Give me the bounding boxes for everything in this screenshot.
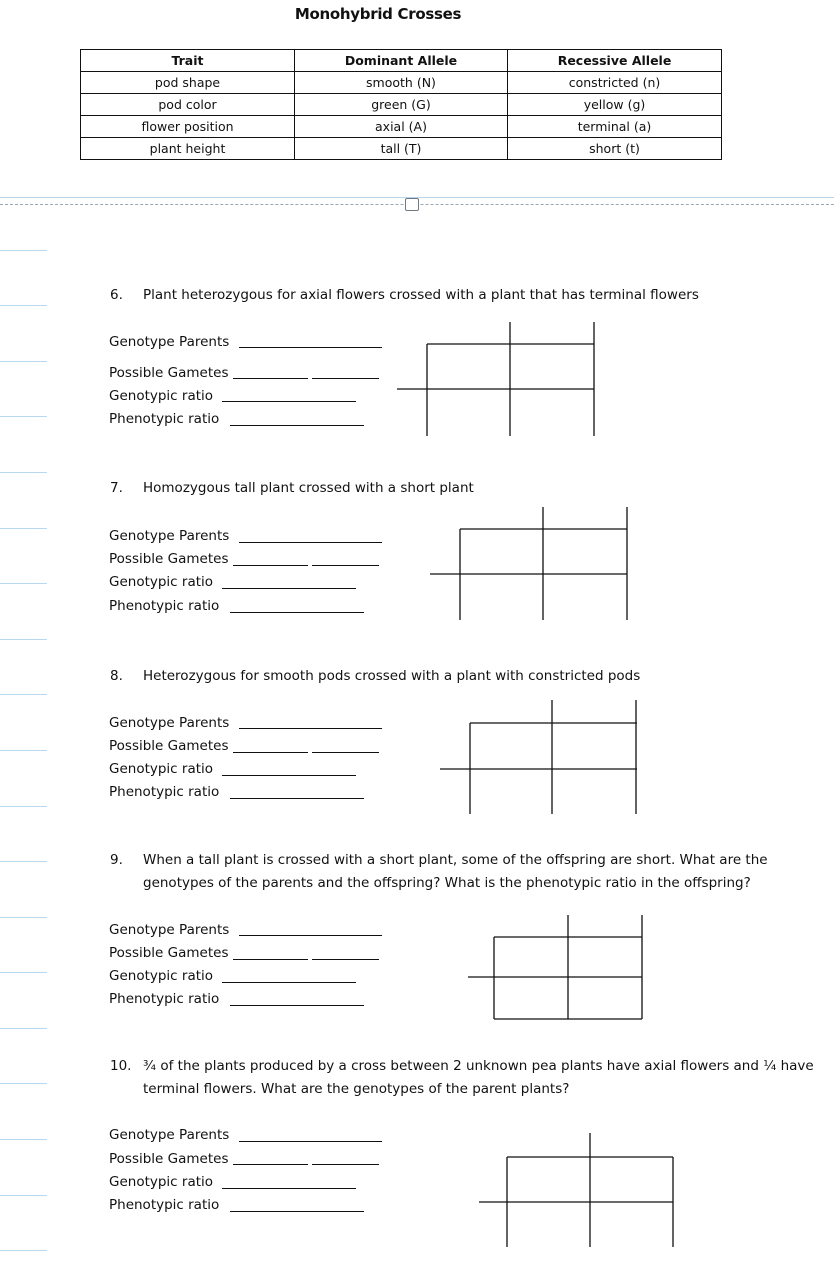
margin-line bbox=[0, 1250, 47, 1251]
genotype-parents-blank[interactable] bbox=[239, 542, 382, 543]
table-cell: constricted (n) bbox=[508, 72, 722, 94]
gamete-blank-1[interactable] bbox=[233, 1164, 308, 1165]
genotypic-ratio-label: Genotypic ratio bbox=[109, 761, 214, 777]
question-text: ¾ of the plants produced by a cross between 2 unknown pea plants have axial flowers and ¼ have bbox=[143, 1058, 814, 1074]
table-cell: tall (T) bbox=[295, 138, 508, 160]
margin-line bbox=[0, 1139, 47, 1140]
table-cell: flower position bbox=[81, 116, 295, 138]
punnett-square bbox=[438, 697, 643, 817]
genotype-parents-label: Genotype Parents bbox=[109, 715, 230, 731]
gamete-blank-2[interactable] bbox=[312, 1164, 379, 1165]
margin-line bbox=[0, 972, 47, 973]
question-8 bbox=[110, 665, 640, 688]
genotypic-ratio-label: Genotypic ratio bbox=[109, 574, 214, 590]
margin-line bbox=[0, 305, 47, 306]
table-cell: green (G) bbox=[295, 94, 508, 116]
table-cell: terminal (a) bbox=[508, 116, 722, 138]
genotype-parents-blank[interactable] bbox=[239, 728, 382, 729]
table-header: Recessive Allele bbox=[508, 50, 722, 72]
phenotypic-ratio-blank[interactable] bbox=[230, 1211, 364, 1212]
phenotypic-ratio-blank[interactable] bbox=[230, 1005, 364, 1006]
traits-table bbox=[80, 49, 722, 160]
phenotypic-ratio-label: Phenotypic ratio bbox=[109, 1197, 220, 1213]
genotypic-ratio-blank[interactable] bbox=[222, 1188, 356, 1189]
table-cell: axial (A) bbox=[295, 116, 508, 138]
table-cell: pod shape bbox=[81, 72, 295, 94]
question-text: terminal flowers. What are the genotypes of the parent plants? bbox=[143, 1081, 570, 1097]
genotype-parents-blank[interactable] bbox=[239, 347, 382, 348]
question-number: 6. bbox=[110, 287, 123, 303]
table-header: Dominant Allele bbox=[295, 50, 508, 72]
punnett-square bbox=[477, 1130, 682, 1250]
margin-line bbox=[0, 1195, 47, 1196]
margin-line bbox=[0, 361, 47, 362]
genotypic-ratio-label: Genotypic ratio bbox=[109, 968, 214, 984]
table-cell: pod color bbox=[81, 94, 295, 116]
phenotypic-ratio-label: Phenotypic ratio bbox=[109, 991, 220, 1007]
question-text: Heterozygous for smooth pods crossed with a plant with constricted pods bbox=[143, 668, 641, 684]
genotype-parents-label: Genotype Parents bbox=[109, 528, 230, 544]
possible-gametes-label: Possible Gametes bbox=[109, 1151, 229, 1167]
question-text: genotypes of the parents and the offspring? What is the phenotypic ratio in the offspring? bbox=[143, 875, 751, 891]
table-row bbox=[81, 138, 722, 160]
gamete-blank-2[interactable] bbox=[312, 959, 379, 960]
margin-line bbox=[0, 472, 47, 473]
punnett-square bbox=[395, 318, 600, 438]
gamete-blank-1[interactable] bbox=[233, 752, 308, 753]
genotypic-ratio-blank[interactable] bbox=[222, 775, 356, 776]
question-text: Homozygous tall plant crossed with a short plant bbox=[143, 480, 474, 496]
table-cell: plant height bbox=[81, 138, 295, 160]
question-number: 8. bbox=[110, 668, 123, 684]
margin-line bbox=[0, 416, 47, 417]
margin-line bbox=[0, 917, 47, 918]
table-header: Trait bbox=[81, 50, 295, 72]
margin-line bbox=[0, 750, 47, 751]
gamete-blank-2[interactable] bbox=[312, 565, 379, 566]
genotype-parents-blank[interactable] bbox=[239, 935, 382, 936]
genotypic-ratio-label: Genotypic ratio bbox=[109, 388, 214, 404]
phenotypic-ratio-blank[interactable] bbox=[230, 612, 364, 613]
gamete-blank-1[interactable] bbox=[233, 378, 308, 379]
margin-line bbox=[0, 639, 47, 640]
table-cell: yellow (g) bbox=[508, 94, 722, 116]
gamete-blank-1[interactable] bbox=[233, 959, 308, 960]
gamete-blank-2[interactable] bbox=[312, 752, 379, 753]
genotypic-ratio-blank[interactable] bbox=[222, 982, 356, 983]
question-10 bbox=[110, 1055, 834, 1101]
question-7 bbox=[110, 477, 474, 500]
gamete-blank-2[interactable] bbox=[312, 378, 379, 379]
possible-gametes-label: Possible Gametes bbox=[109, 365, 229, 381]
genotype-parents-label: Genotype Parents bbox=[109, 334, 230, 350]
question-9 bbox=[110, 849, 825, 895]
possible-gametes-label: Possible Gametes bbox=[109, 551, 229, 567]
table-cell: short (t) bbox=[508, 138, 722, 160]
margin-line bbox=[0, 1028, 47, 1029]
genotypic-ratio-blank[interactable] bbox=[222, 401, 356, 402]
table-row bbox=[81, 94, 722, 116]
punnett-square bbox=[466, 912, 651, 1024]
table-row bbox=[81, 72, 722, 94]
gamete-blank-1[interactable] bbox=[233, 565, 308, 566]
question-text: When a tall plant is crossed with a short plant, some of the offspring are short. What are the bbox=[143, 852, 768, 868]
phenotypic-ratio-blank[interactable] bbox=[230, 425, 364, 426]
genotype-parents-label: Genotype Parents bbox=[109, 1127, 230, 1143]
phenotypic-ratio-label: Phenotypic ratio bbox=[109, 784, 220, 800]
margin-line bbox=[0, 528, 47, 529]
genotypic-ratio-blank[interactable] bbox=[222, 588, 356, 589]
margin-line bbox=[0, 583, 47, 584]
question-6 bbox=[110, 284, 699, 307]
question-number: 10. bbox=[110, 1058, 132, 1074]
table-header-row bbox=[81, 50, 722, 72]
genotypic-ratio-label: Genotypic ratio bbox=[109, 1174, 214, 1190]
margin-line bbox=[0, 1083, 47, 1084]
question-number: 9. bbox=[110, 852, 123, 868]
punnett-square bbox=[428, 503, 633, 623]
genotype-parents-label: Genotype Parents bbox=[109, 922, 230, 938]
margin-line bbox=[0, 806, 47, 807]
phenotypic-ratio-label: Phenotypic ratio bbox=[109, 598, 220, 614]
page-title: Monohybrid Crosses bbox=[294, 5, 462, 23]
genotype-parents-blank[interactable] bbox=[239, 1141, 382, 1142]
page-break-handle[interactable] bbox=[405, 198, 419, 211]
table-cell: smooth (N) bbox=[295, 72, 508, 94]
phenotypic-ratio-blank[interactable] bbox=[230, 798, 364, 799]
question-text: Plant heterozygous for axial flowers crossed with a plant that has terminal flowers bbox=[143, 287, 699, 303]
possible-gametes-label: Possible Gametes bbox=[109, 945, 229, 961]
question-number: 7. bbox=[110, 480, 123, 496]
possible-gametes-label: Possible Gametes bbox=[109, 738, 229, 754]
margin-line bbox=[0, 861, 47, 862]
table-row bbox=[81, 116, 722, 138]
margin-line bbox=[0, 250, 47, 251]
margin-line bbox=[0, 694, 47, 695]
phenotypic-ratio-label: Phenotypic ratio bbox=[109, 411, 220, 427]
